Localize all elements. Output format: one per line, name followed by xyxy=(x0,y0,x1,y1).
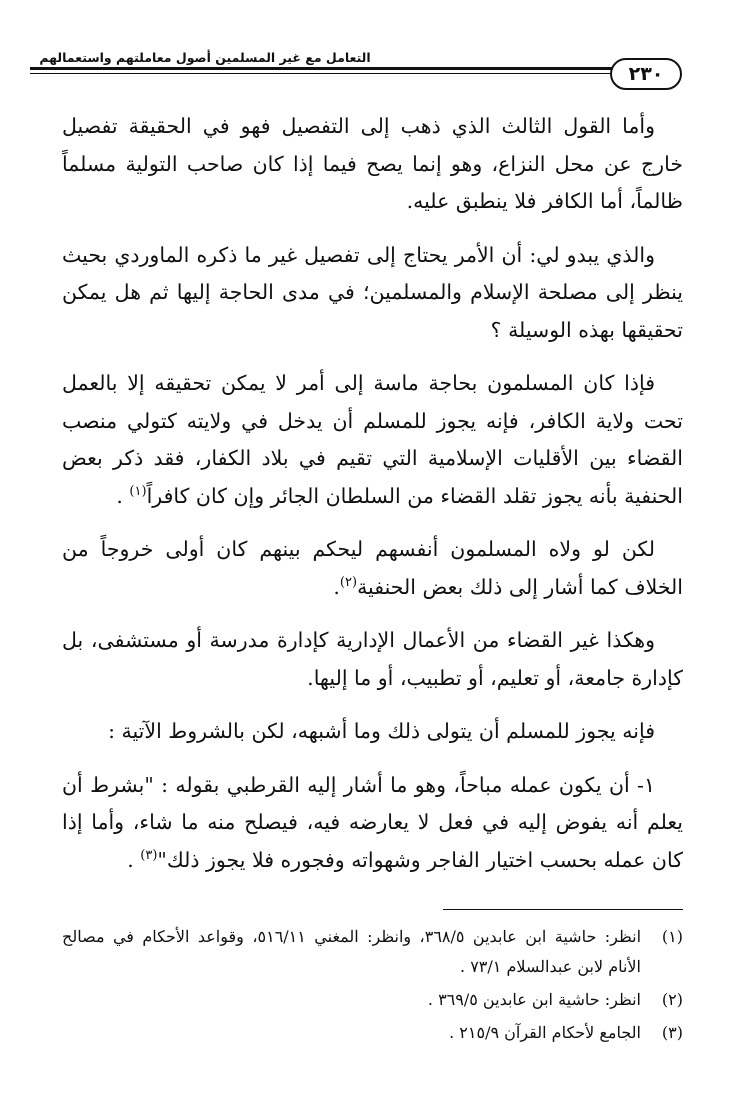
footnote-number: (٢) xyxy=(661,990,683,1009)
footnote-text: انظر: حاشية ابن عابدين ٣٦٩/٥ . xyxy=(427,990,641,1009)
footnote xyxy=(62,1018,683,1048)
main-text xyxy=(62,108,683,879)
footnote-number: (١) xyxy=(661,927,683,946)
footnote xyxy=(62,985,683,1015)
paragraph: فإذا كان المسلمون بحاجة ماسة إلى أمر لا يمكن تحقيقه إلا بالعمل تحت ولاية الكافر، فإنه يجوز للمسلم أن يدخل في ولايته كتولي منصب القضاء بين الأقليات الإسلامية التي تقيم في بلاد الكفار، فقد ذكر بعض الحنفية بأنه يجوز تقلد القضاء من السلطان الجائر وإن كان كافراً$^{(١)}$ . xyxy=(62,371,683,508)
footnote-text: الجامع لأحكام القرآن ٢١٥/٩ . xyxy=(449,1023,641,1042)
paragraph: وهكذا غير القضاء من الأعمال الإدارية كإدارة مدرسة أو مستشفى، بل كإدارة جامعة، أو تعليم، أو تطبيب، أو ما إليها. xyxy=(62,628,683,690)
footnote-reference: (١) xyxy=(129,483,147,499)
footnote xyxy=(62,922,683,982)
paragraph: ١- أن يكون عمله مباحاً، وهو ما أشار إليه القرطبي بقوله : "بشرط أن يعلم أنه يفوض إليه في فعل لا يعارضه فيه، فيصلح منه ما شاء، وأما إذا كان عمله بحسب اختيار الفاجر وشهواته وفجوره فلا يجوز ذلك"$^{(٣)}$ . xyxy=(62,772,683,872)
page-number-badge: ٢٣٠ xyxy=(610,58,682,90)
footnote-reference: (٢) xyxy=(339,574,358,590)
paragraph: لكن لو ولاه المسلمون أنفسهم ليحكم بينهم كان أولى خروجاً من الخلاف كما أشار إلى ذلك بعض الحنفية$^{(٢)}$. xyxy=(62,537,683,599)
paragraph: فإنه يجوز للمسلم أن يتولى ذلك وما أشبهه، لكن بالشروط الآتية : xyxy=(108,719,655,743)
footnote-number: (٣) xyxy=(661,1023,683,1042)
footnote-text: انظر: حاشية ابن عابدين ٣٦٨/٥، وانظر: المغني ٥١٦/١١، وقواعد الأحكام في مصالح الأنام لابن عبدالسلام ٧٣/١ . xyxy=(62,927,642,976)
running-header-title: التعامل مع غير المسلمين أصول معاملتهم واستعمالهم xyxy=(39,50,371,65)
header-rule-thin xyxy=(30,73,612,74)
footnote-reference: (٣) xyxy=(140,847,158,863)
footnote-separator xyxy=(443,909,683,910)
footnotes xyxy=(62,922,683,1051)
header-rule-thick xyxy=(30,67,612,70)
paragraph: وأما القول الثالث الذي ذهب إلى التفصيل فهو في الحقيقة تفصيل خارج عن محل النزاع، وهو إنما يصح فيما إذا كان صاحب التولية مسلماً ظالماً، أما الكافر فلا ينطبق عليه. xyxy=(62,114,683,213)
paragraph: والذي يبدو لي: أن الأمر يحتاج إلى تفصيل غير ما ذكره الماوردي بحيث ينظر إلى مصلحة الإسلام والمسلمين؛ في مدى الحاجة إليها ثم هل يمكن تحقيقها بهذه الوسيلة ؟ xyxy=(62,242,683,342)
